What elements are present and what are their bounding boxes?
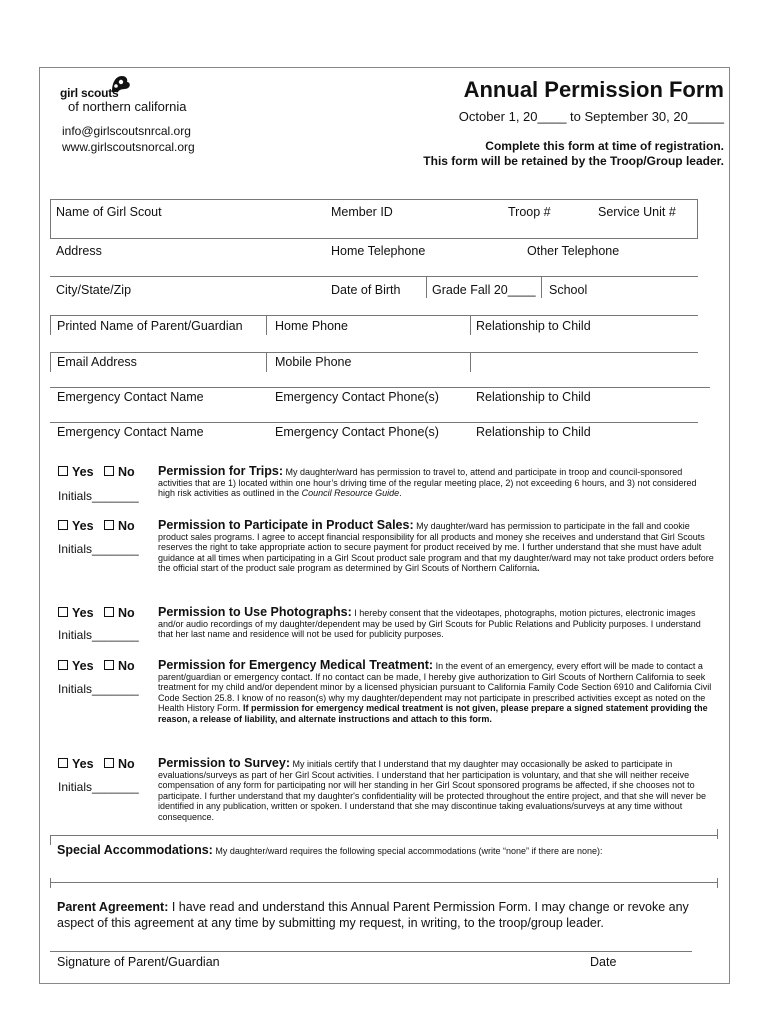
trips-permission-text: Permission for Trips: My daughter/ward has permission to travel to, attend and participate in troop and council-sponsored activities that are 1) located within one hour’s driving time of the regular meeting place, 2) not exceeding 6 hours, and 3) not considered high risk activities as outlined in the Council Resource Guide. [158, 464, 697, 499]
divider [426, 276, 427, 298]
divider [266, 352, 267, 372]
trips-no-checkbox[interactable]: No [104, 465, 135, 479]
medical-no-checkbox[interactable]: No [104, 659, 135, 673]
sales-initials-field[interactable]: Initials_______ [58, 542, 139, 556]
logo-subtitle: of northern california [68, 99, 187, 114]
divider [50, 878, 51, 888]
survey-no-checkbox[interactable]: No [104, 757, 135, 771]
relationship-field[interactable]: Relationship to Child [476, 319, 591, 333]
sales-no-checkbox[interactable]: No [104, 519, 135, 533]
grade-fall-field[interactable]: Grade Fall 20____ [432, 283, 536, 297]
home-telephone-field[interactable]: Home Telephone [331, 244, 426, 258]
photos-no-checkbox[interactable]: No [104, 606, 135, 620]
signature-line[interactable] [50, 951, 692, 952]
member-id-field[interactable]: Member ID [331, 205, 393, 219]
divider [50, 199, 51, 239]
other-telephone-field[interactable]: Other Telephone [527, 244, 620, 258]
page-title: Annual Permission Form [463, 77, 724, 102]
divider [50, 315, 51, 335]
special-accommodations-input[interactable] [50, 882, 718, 883]
checkbox-icon [58, 660, 68, 670]
date-of-birth-field[interactable]: Date of Birth [331, 283, 401, 297]
survey-permission-text: Permission to Survey: My initials certify that I understand that my daughter may occasionally be asked to participate in evaluations/surveys as part of her Girl Scout activities. I understand that her participation is voluntary, and that she will neither receive compensation of any form for participating nor will her standing in her Girl Scout sponsored programs be affected, if she chooses not to participate. I further understand that my daughter's confidentiality will be protected throughout the entire project, and that she will never be identified in any publication, written or spoken. I understand that she may discontinue taking evaluations/surveys at any time without consequence. [158, 756, 707, 822]
divider [50, 315, 698, 316]
trips-yes-checkbox[interactable]: Yes [58, 465, 94, 479]
checkbox-icon [104, 466, 114, 476]
medical-initials-field[interactable]: Initials_______ [58, 682, 139, 696]
registration-note: Complete this form at time of registration. [485, 139, 724, 153]
date-range: October 1, 20____ to September 30, 20_____ [458, 109, 724, 124]
survey-initials-field[interactable]: Initials_______ [58, 780, 139, 794]
signature-label: Signature of Parent/Guardian [57, 955, 220, 969]
checkbox-icon [58, 466, 68, 476]
emergency-relationship-field[interactable]: Relationship to Child [476, 425, 591, 439]
checkbox-icon [104, 607, 114, 617]
divider [50, 352, 51, 372]
divider [717, 829, 718, 839]
checkbox-icon [58, 758, 68, 768]
checkbox-icon [104, 520, 114, 530]
emergency-contact-name-field[interactable]: Emergency Contact Name [57, 425, 204, 439]
divider [697, 199, 698, 239]
divider [50, 199, 698, 200]
emergency-contact-name-field[interactable]: Emergency Contact Name [57, 390, 204, 404]
divider [50, 835, 51, 845]
divider [50, 352, 698, 353]
email-address-field[interactable]: Email Address [57, 355, 137, 369]
medical-yes-checkbox[interactable]: Yes [58, 659, 94, 673]
emergency-contact-phone-field[interactable]: Emergency Contact Phone(s) [275, 425, 439, 439]
divider [470, 315, 471, 335]
divider [50, 835, 718, 836]
trips-initials-field[interactable]: Initials_______ [58, 489, 139, 503]
emergency-relationship-field[interactable]: Relationship to Child [476, 390, 591, 404]
city-state-zip-field[interactable]: City/State/Zip [56, 283, 132, 297]
sales-permission-text: Permission to Participate in Product Sales: My daughter/ward has permission to participate in the fall and cookie product sales programs. I agree to accept financial responsibility for all products and money she receives and understand that Girl Scouts reserves the right to take appropriate action to secure payment for product received by me. I further understand that she must have adult guidance at all times when participating in a Girl Scout product sale program and that my daughter/ward may not take product orders before the official start of the product sale program as determined by Girl Scouts of Northern California. [158, 518, 714, 574]
divider [50, 238, 698, 239]
photos-permission-text: Permission to Use Photographs: I hereby consent that the videotapes, photographs, motion pictures, electronic images and/or audio recordings of my daughter/dependent may be used by Girl Scouts for Public Relations and Publicity purposes. I understand that her last name and residence will not be used for publicity purposes. [158, 605, 701, 640]
medical-permission-text: Permission for Emergency Medical Treatment: In the event of an emergency, every effort will be made to contact a parent/guardian or emergency contact. If no contact can be made, I hereby give authorization to Girl Scouts of Northern California to seek treatment for my child and/or dependent minor by a licensed physician pursuant to California Family Code Section 6910 and California Civil Code Section 25.8. I know of no reason(s) why my daughter/dependent may not participate in prescribed activities except as noted on the Health History Form. If permission for emergency medical treatment is not given, please prepare a signed statement providing the reason, a release of liability, and alternate instructions and attach to this form. [158, 658, 712, 724]
parent-agreement-text: Parent Agreement: I have read and understand this Annual Parent Permission Form. I may change or revoke any aspect of this agreement at any time by submitting my request, in writing, to the troop/group leader. [57, 900, 689, 930]
parent-name-field[interactable]: Printed Name of Parent/Guardian [57, 319, 243, 333]
date-label: Date [590, 955, 617, 969]
checkbox-icon [58, 520, 68, 530]
divider [50, 422, 698, 423]
checkbox-icon [104, 660, 114, 670]
logo-wordmark: girl scouts [60, 86, 119, 100]
troop-field[interactable]: Troop # [508, 205, 551, 219]
special-accommodations-label: Special Accommodations: My daughter/ward requires the following special accommodations (write “none” if there are none): [57, 843, 603, 857]
photos-yes-checkbox[interactable]: Yes [58, 606, 94, 620]
checkbox-icon [104, 758, 114, 768]
divider [717, 878, 718, 888]
divider [50, 387, 710, 388]
checkbox-icon [58, 607, 68, 617]
divider [50, 276, 698, 277]
sales-yes-checkbox[interactable]: Yes [58, 519, 94, 533]
emergency-contact-phone-field[interactable]: Emergency Contact Phone(s) [275, 390, 439, 404]
address-field[interactable]: Address [56, 244, 102, 258]
contact-website[interactable]: www.girlscoutsnorcal.org [62, 140, 195, 154]
photos-initials-field[interactable]: Initials_______ [58, 628, 139, 642]
contact-email[interactable]: info@girlscoutsnrcal.org [62, 124, 191, 138]
mobile-phone-field[interactable]: Mobile Phone [275, 355, 352, 369]
divider [541, 276, 542, 298]
divider [470, 352, 471, 372]
survey-yes-checkbox[interactable]: Yes [58, 757, 94, 771]
name-of-girl-scout-field[interactable]: Name of Girl Scout [56, 205, 162, 219]
retention-note: This form will be retained by the Troop/Group leader. [423, 154, 724, 168]
service-unit-field[interactable]: Service Unit # [598, 205, 676, 219]
school-field[interactable]: School [549, 283, 588, 297]
home-phone-field[interactable]: Home Phone [275, 319, 348, 333]
divider [266, 315, 267, 335]
